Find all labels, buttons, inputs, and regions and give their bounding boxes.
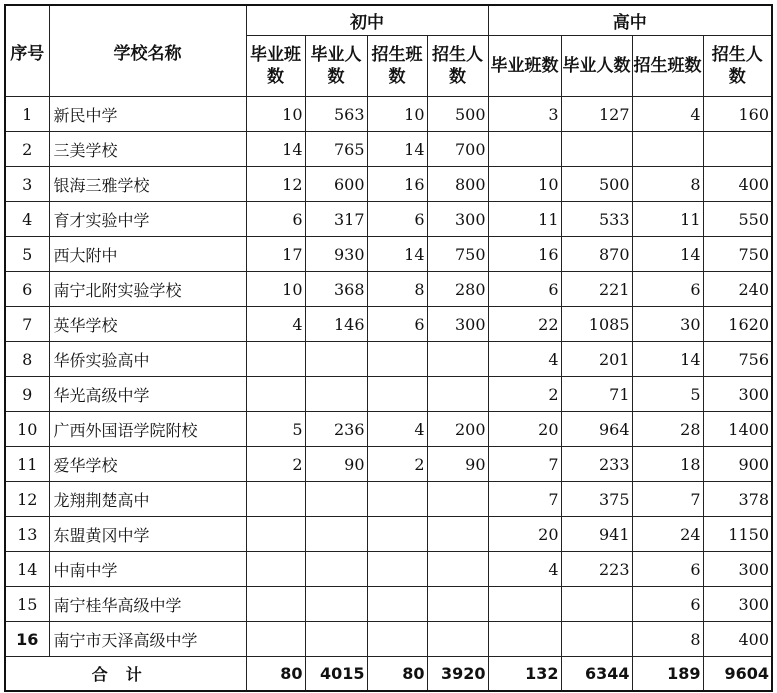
data-cell: 700 bbox=[427, 132, 488, 167]
data-cell: 12 bbox=[246, 167, 305, 202]
data-cell: 900 bbox=[703, 447, 772, 482]
data-cell bbox=[305, 517, 367, 552]
data-cell bbox=[367, 552, 427, 587]
table-row bbox=[5, 552, 772, 587]
school-enrollment-table bbox=[4, 4, 773, 692]
table-row bbox=[5, 447, 772, 482]
data-cell: 10 bbox=[246, 97, 305, 132]
data-cell: 236 bbox=[305, 412, 367, 447]
row-index: 11 bbox=[5, 447, 49, 482]
data-cell: 6 bbox=[367, 307, 427, 342]
data-cell: 300 bbox=[703, 552, 772, 587]
data-cell: 1620 bbox=[703, 307, 772, 342]
school-name: 英华学校 bbox=[49, 307, 246, 342]
data-cell: 20 bbox=[488, 517, 561, 552]
junior-grad-classes-header: 毕业班数 bbox=[246, 36, 305, 97]
school-name: 龙翔荆楚高中 bbox=[49, 482, 246, 517]
school-name-header: 学校名称 bbox=[49, 5, 246, 97]
data-cell: 10 bbox=[488, 167, 561, 202]
data-cell bbox=[305, 622, 367, 657]
data-cell: 71 bbox=[561, 377, 632, 412]
data-cell bbox=[246, 587, 305, 622]
total-label: 合计 bbox=[5, 657, 246, 692]
data-cell: 870 bbox=[561, 237, 632, 272]
data-cell: 378 bbox=[703, 482, 772, 517]
data-cell: 6 bbox=[246, 202, 305, 237]
data-cell bbox=[427, 517, 488, 552]
total-cell: 6344 bbox=[561, 657, 632, 692]
row-index: 14 bbox=[5, 552, 49, 587]
data-cell: 11 bbox=[488, 202, 561, 237]
data-cell bbox=[246, 377, 305, 412]
data-cell: 400 bbox=[703, 167, 772, 202]
school-name: 育才实验中学 bbox=[49, 202, 246, 237]
table-row bbox=[5, 237, 772, 272]
school-name: 三美学校 bbox=[49, 132, 246, 167]
data-cell: 300 bbox=[427, 307, 488, 342]
data-cell: 3 bbox=[488, 97, 561, 132]
data-cell: 300 bbox=[703, 377, 772, 412]
data-cell bbox=[246, 622, 305, 657]
data-cell: 233 bbox=[561, 447, 632, 482]
data-cell bbox=[427, 552, 488, 587]
data-cell bbox=[427, 622, 488, 657]
data-cell: 930 bbox=[305, 237, 367, 272]
data-cell bbox=[367, 482, 427, 517]
data-cell: 300 bbox=[427, 202, 488, 237]
data-cell: 500 bbox=[427, 97, 488, 132]
data-cell: 17 bbox=[246, 237, 305, 272]
table-row bbox=[5, 342, 772, 377]
row-index: 6 bbox=[5, 272, 49, 307]
data-cell: 146 bbox=[305, 307, 367, 342]
data-cell: 90 bbox=[427, 447, 488, 482]
table-row bbox=[5, 482, 772, 517]
data-cell: 223 bbox=[561, 552, 632, 587]
table-row bbox=[5, 97, 772, 132]
data-cell: 6 bbox=[488, 272, 561, 307]
data-cell: 10 bbox=[246, 272, 305, 307]
data-cell: 11 bbox=[632, 202, 703, 237]
data-cell: 8 bbox=[632, 167, 703, 202]
row-index: 10 bbox=[5, 412, 49, 447]
row-index: 5 bbox=[5, 237, 49, 272]
data-cell: 4 bbox=[246, 307, 305, 342]
data-cell: 750 bbox=[427, 237, 488, 272]
data-cell: 221 bbox=[561, 272, 632, 307]
row-index: 15 bbox=[5, 587, 49, 622]
table-row bbox=[5, 167, 772, 202]
data-cell: 375 bbox=[561, 482, 632, 517]
data-cell: 1150 bbox=[703, 517, 772, 552]
data-cell bbox=[427, 342, 488, 377]
data-cell bbox=[246, 552, 305, 587]
data-cell bbox=[561, 587, 632, 622]
school-name: 东盟黄冈中学 bbox=[49, 517, 246, 552]
data-cell: 765 bbox=[305, 132, 367, 167]
senior-enroll-students-header: 招生人数 bbox=[703, 36, 772, 97]
data-cell: 30 bbox=[632, 307, 703, 342]
data-cell bbox=[367, 342, 427, 377]
data-cell: 4 bbox=[488, 342, 561, 377]
data-cell bbox=[367, 517, 427, 552]
data-cell: 500 bbox=[561, 167, 632, 202]
total-cell: 132 bbox=[488, 657, 561, 692]
school-name: 新民中学 bbox=[49, 97, 246, 132]
junior-enroll-classes-header: 招生班数 bbox=[367, 36, 427, 97]
data-cell: 368 bbox=[305, 272, 367, 307]
table-row bbox=[5, 517, 772, 552]
data-cell: 1400 bbox=[703, 412, 772, 447]
index-header: 序号 bbox=[5, 5, 49, 97]
junior-grad-students-header: 毕业人数 bbox=[305, 36, 367, 97]
table-row bbox=[5, 202, 772, 237]
data-cell: 127 bbox=[561, 97, 632, 132]
data-cell bbox=[427, 482, 488, 517]
data-cell: 2 bbox=[488, 377, 561, 412]
school-name: 广西外国语学院附校 bbox=[49, 412, 246, 447]
data-cell: 6 bbox=[632, 272, 703, 307]
data-cell bbox=[367, 377, 427, 412]
table-row bbox=[5, 412, 772, 447]
data-cell bbox=[246, 342, 305, 377]
data-cell: 4 bbox=[367, 412, 427, 447]
data-cell bbox=[488, 622, 561, 657]
data-cell: 550 bbox=[703, 202, 772, 237]
data-cell: 300 bbox=[703, 587, 772, 622]
data-cell bbox=[367, 622, 427, 657]
school-name: 西大附中 bbox=[49, 237, 246, 272]
row-index: 12 bbox=[5, 482, 49, 517]
school-name: 银海三雅学校 bbox=[49, 167, 246, 202]
data-cell: 8 bbox=[367, 272, 427, 307]
total-cell: 80 bbox=[246, 657, 305, 692]
table-row bbox=[5, 307, 772, 342]
data-cell: 533 bbox=[561, 202, 632, 237]
data-cell: 7 bbox=[488, 447, 561, 482]
data-cell: 6 bbox=[632, 552, 703, 587]
data-cell: 7 bbox=[632, 482, 703, 517]
data-cell: 5 bbox=[246, 412, 305, 447]
data-cell: 941 bbox=[561, 517, 632, 552]
school-name: 华光高级中学 bbox=[49, 377, 246, 412]
total-cell: 4015 bbox=[305, 657, 367, 692]
data-cell: 600 bbox=[305, 167, 367, 202]
row-index: 7 bbox=[5, 307, 49, 342]
data-cell: 22 bbox=[488, 307, 561, 342]
data-cell bbox=[427, 377, 488, 412]
senior-grad-students-header: 毕业人数 bbox=[561, 36, 632, 97]
data-cell: 14 bbox=[367, 132, 427, 167]
total-cell: 189 bbox=[632, 657, 703, 692]
senior-grad-classes-header: 毕业班数 bbox=[488, 36, 561, 97]
data-cell bbox=[703, 132, 772, 167]
data-cell: 756 bbox=[703, 342, 772, 377]
school-name: 中南中学 bbox=[49, 552, 246, 587]
data-cell: 8 bbox=[632, 622, 703, 657]
table-row bbox=[5, 272, 772, 307]
data-cell: 4 bbox=[632, 97, 703, 132]
data-cell bbox=[561, 132, 632, 167]
data-cell: 10 bbox=[367, 97, 427, 132]
data-cell: 2 bbox=[246, 447, 305, 482]
data-cell: 201 bbox=[561, 342, 632, 377]
data-cell: 563 bbox=[305, 97, 367, 132]
row-index: 2 bbox=[5, 132, 49, 167]
total-row bbox=[5, 657, 772, 692]
data-cell bbox=[488, 132, 561, 167]
data-cell: 200 bbox=[427, 412, 488, 447]
row-index: 13 bbox=[5, 517, 49, 552]
data-cell bbox=[305, 482, 367, 517]
data-cell bbox=[305, 342, 367, 377]
data-cell: 14 bbox=[632, 342, 703, 377]
data-cell: 1085 bbox=[561, 307, 632, 342]
senior-header: 高中 bbox=[488, 5, 772, 36]
data-cell: 280 bbox=[427, 272, 488, 307]
school-name: 爱华学校 bbox=[49, 447, 246, 482]
data-cell: 750 bbox=[703, 237, 772, 272]
data-cell: 18 bbox=[632, 447, 703, 482]
data-cell bbox=[427, 587, 488, 622]
data-cell: 24 bbox=[632, 517, 703, 552]
data-cell: 317 bbox=[305, 202, 367, 237]
row-index: 4 bbox=[5, 202, 49, 237]
data-cell: 16 bbox=[488, 237, 561, 272]
data-cell bbox=[246, 517, 305, 552]
data-cell: 800 bbox=[427, 167, 488, 202]
data-cell: 6 bbox=[632, 587, 703, 622]
data-cell bbox=[305, 377, 367, 412]
data-cell: 28 bbox=[632, 412, 703, 447]
total-cell: 9604 bbox=[703, 657, 772, 692]
senior-enroll-classes-header: 招生班数 bbox=[632, 36, 703, 97]
data-cell: 14 bbox=[246, 132, 305, 167]
data-cell: 16 bbox=[367, 167, 427, 202]
row-index: 16 bbox=[5, 622, 49, 657]
school-name: 南宁市天泽高级中学 bbox=[49, 622, 246, 657]
data-cell bbox=[488, 587, 561, 622]
data-cell: 5 bbox=[632, 377, 703, 412]
data-cell: 160 bbox=[703, 97, 772, 132]
row-index: 1 bbox=[5, 97, 49, 132]
row-index: 8 bbox=[5, 342, 49, 377]
row-index: 3 bbox=[5, 167, 49, 202]
data-cell bbox=[305, 587, 367, 622]
table-row bbox=[5, 622, 772, 657]
data-cell: 4 bbox=[488, 552, 561, 587]
total-cell: 80 bbox=[367, 657, 427, 692]
data-cell: 2 bbox=[367, 447, 427, 482]
data-cell: 400 bbox=[703, 622, 772, 657]
data-cell: 6 bbox=[367, 202, 427, 237]
school-name: 南宁北附实验学校 bbox=[49, 272, 246, 307]
table-row bbox=[5, 377, 772, 412]
school-name: 华侨实验高中 bbox=[49, 342, 246, 377]
data-cell bbox=[632, 132, 703, 167]
data-cell: 14 bbox=[367, 237, 427, 272]
data-cell: 964 bbox=[561, 412, 632, 447]
data-cell: 90 bbox=[305, 447, 367, 482]
data-cell bbox=[305, 552, 367, 587]
junior-enroll-students-header: 招生人数 bbox=[427, 36, 488, 97]
total-cell: 3920 bbox=[427, 657, 488, 692]
data-cell: 7 bbox=[488, 482, 561, 517]
junior-header: 初中 bbox=[246, 5, 488, 36]
data-cell: 14 bbox=[632, 237, 703, 272]
table-row bbox=[5, 587, 772, 622]
school-name: 南宁桂华高级中学 bbox=[49, 587, 246, 622]
data-cell bbox=[367, 587, 427, 622]
data-cell: 20 bbox=[488, 412, 561, 447]
row-index: 9 bbox=[5, 377, 49, 412]
data-cell bbox=[246, 482, 305, 517]
data-cell bbox=[561, 622, 632, 657]
table-row bbox=[5, 132, 772, 167]
data-cell: 240 bbox=[703, 272, 772, 307]
